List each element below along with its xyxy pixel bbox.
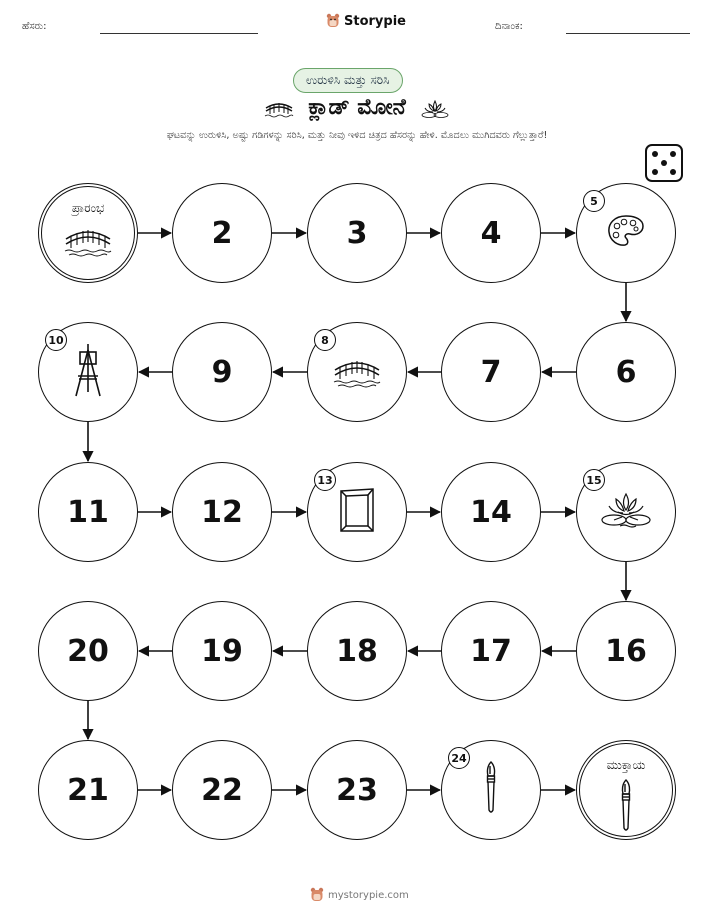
board-space-17 (441, 601, 541, 701)
board-space-5 (576, 183, 676, 283)
board-space-21 (38, 740, 138, 840)
board-space-13 (307, 462, 407, 562)
start-label: ಪ್ರಾರಂಭ (71, 201, 105, 215)
space-number-badge: 5 (583, 190, 605, 212)
board-space-11 (38, 462, 138, 562)
bridge-icon (63, 221, 113, 261)
board-space-3 (307, 183, 407, 283)
space-number-badge: 24 (448, 747, 470, 769)
space-number: 9 (211, 354, 233, 390)
frame-icon (338, 487, 376, 537)
space-number: 20 (67, 633, 109, 669)
board-space-7 (441, 322, 541, 422)
space-number: 22 (201, 772, 243, 808)
space-number: 16 (605, 633, 647, 669)
space-number-badge: 15 (583, 469, 605, 491)
instructions-text: ಘಟವನ್ನು ಉರುಳಿಸಿ, ಅಷ್ಟು ಗಡಿಗಳನ್ನು ಸರಿಸಿ, ಮತ್ತು ನೀವು ಇಳಿದ ಚಿತ್ರದ ಹೆಸರನ್ನು ಹೇಳಿ. ಮೊದಲು ಮುಗಿದವರು ಗೆಲ್ಲುತ್ತಾರೆ! (166, 130, 548, 141)
space-number-badge: 8 (314, 329, 336, 351)
board-space-19 (172, 601, 272, 701)
footer-site: mystorypie.com (328, 889, 409, 901)
board-space-8 (307, 322, 407, 422)
space-number: 23 (336, 772, 378, 808)
space-number: 3 (346, 215, 368, 251)
finish-space (576, 740, 676, 840)
board-space-9 (172, 322, 272, 422)
board-space-15 (576, 462, 676, 562)
board-space-14 (441, 462, 541, 562)
start-space (38, 183, 138, 283)
brand-name: Storypie (344, 13, 406, 29)
bridge-icon (332, 352, 382, 392)
board-space-24 (441, 740, 541, 840)
page-title: ಕ್ಲಾಡ್ ಮೋನೆ (308, 95, 406, 120)
space-number: 7 (480, 354, 502, 390)
space-number: 2 (211, 215, 233, 251)
storypie-mascot-icon (310, 887, 324, 903)
space-number: 11 (67, 494, 109, 530)
board-space-4 (441, 183, 541, 283)
space-number: 17 (470, 633, 512, 669)
board-space-16 (576, 601, 676, 701)
name-label: ಹೆಸರು: (22, 21, 47, 32)
board-space-23 (307, 740, 407, 840)
paintbrush-icon (482, 760, 500, 820)
footer (310, 887, 409, 903)
board-space-6 (576, 322, 676, 422)
date-label: ದಿನಾಂಕ: (495, 21, 523, 32)
board-space-10 (38, 322, 138, 422)
space-number: 4 (480, 215, 502, 251)
paintbrush-icon (617, 778, 635, 838)
space-number: 6 (615, 354, 637, 390)
space-number-badge: 13 (314, 469, 336, 491)
water-lily-icon (600, 490, 652, 534)
subtitle-pill: ಉರುಳಿಸಿ ಮತ್ತು ಸರಿಸಿ (293, 68, 403, 93)
space-number: 14 (470, 494, 512, 530)
board-space-2 (172, 183, 272, 283)
board-space-20 (38, 601, 138, 701)
space-number: 21 (67, 772, 109, 808)
palette-icon (606, 213, 646, 253)
space-number-badge: 10 (45, 329, 67, 351)
board-space-22 (172, 740, 272, 840)
easel-icon (71, 342, 105, 402)
space-number: 12 (201, 494, 243, 530)
board-space-18 (307, 601, 407, 701)
finish-label: ಮುಕ್ತಾಯ (606, 758, 646, 772)
space-number: 19 (201, 633, 243, 669)
board-space-12 (172, 462, 272, 562)
space-number: 18 (336, 633, 378, 669)
